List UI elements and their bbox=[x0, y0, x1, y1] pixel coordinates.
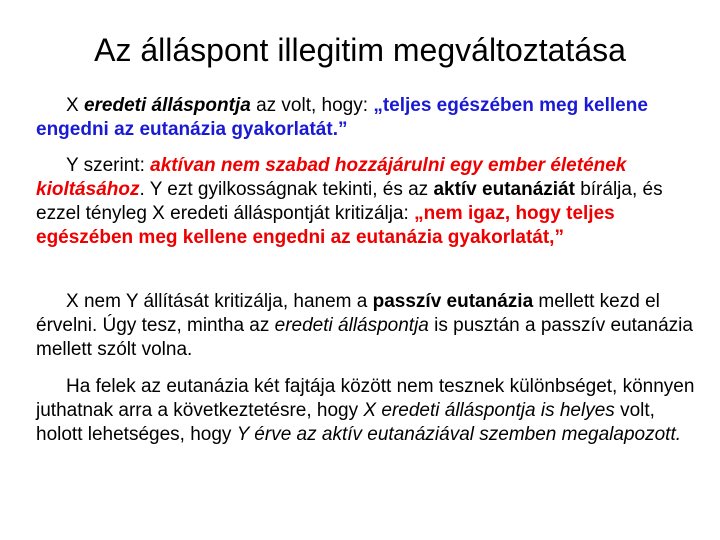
text-run: X nem Y állítását kritizálja, hanem a bbox=[66, 291, 373, 312]
text-run-emphasis: aktív eutanáziát bbox=[433, 179, 575, 200]
text-run: az volt, hogy: bbox=[250, 95, 374, 116]
text-run-italic: eredeti álláspontja bbox=[274, 315, 429, 336]
text-run-y-claim: aktívan nem szabad hozzájárulni egy ember életének kioltásához bbox=[36, 155, 627, 200]
quote-y-criticism: „nem igaz, hogy teljes egészében meg kellene engedni az eutanázia gyakorlatát,” bbox=[36, 203, 615, 248]
text-run-italic: X eredeti álláspontja is helyes bbox=[363, 400, 615, 421]
text-run-emphasis: passzív eutanázia bbox=[372, 291, 534, 312]
text-run: is pusztán a passzív eutanázia mellett szólt volna. bbox=[36, 315, 693, 360]
paragraph-x-shift bbox=[36, 290, 696, 362]
text-run: volt, holott lehetséges, hogy bbox=[36, 400, 655, 445]
text-run: . Y ezt gyilkosságnak tekinti, és az bbox=[139, 179, 434, 200]
text-run: bírálja, és ezzel tényleg X eredeti álláspontját kritizálja: bbox=[36, 179, 663, 224]
quote-original-position: „teljes egészében meg kellene engedni az eutanázia gyakorlatát.” bbox=[36, 95, 648, 140]
paragraph-conclusion bbox=[36, 375, 696, 447]
paragraph-original-position bbox=[36, 94, 696, 142]
text-run: mellett kezd el érvelni. Úgy tesz, mintha az bbox=[36, 291, 660, 336]
text-run: X bbox=[66, 95, 84, 116]
text-run-emphasis: eredeti álláspontja bbox=[83, 95, 251, 116]
text-run: Y szerint: bbox=[66, 155, 151, 176]
slide-title: Az álláspont illegitim megváltoztatása bbox=[94, 32, 626, 68]
text-run-italic: Y érve az aktív eutanáziával szemben megalapozott. bbox=[236, 424, 681, 445]
text-run: Ha felek az eutanázia két fajtája között nem tesznek különbséget, könnyen juthatnak arra a következtetésre, hogy bbox=[36, 376, 695, 421]
paragraph-y-position bbox=[36, 154, 696, 250]
